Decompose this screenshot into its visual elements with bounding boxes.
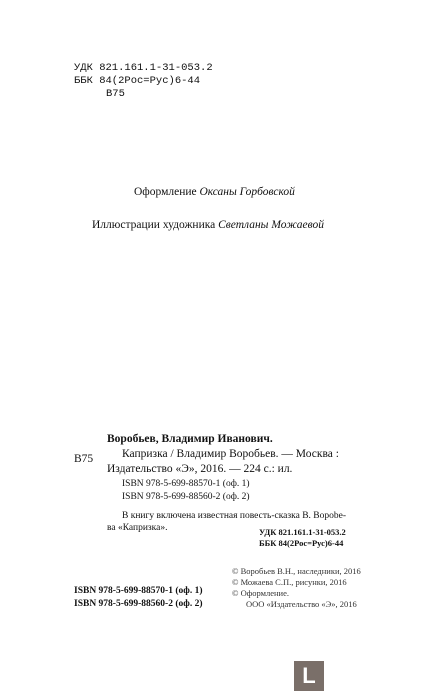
record-bbk: ББК 84(2Рос=Рус)6-44 [259,538,344,548]
logo-l-icon: L [302,663,316,688]
copyright-line-1: © Воробьев В.Н., наследники, 2016 [232,566,361,576]
record-isbn-1: ISBN 978-5-699-88570-1 (оф. 1) [122,479,250,489]
design-credit [134,185,295,199]
publisher-logo-badge [294,661,324,691]
copyright-line-4: ООО «Издательство «Э», 2016 [246,599,357,609]
footer-isbn-1: ISBN 978-5-699-88570-1 (оф. 1) [74,586,203,596]
record-author: Воробьев, Владимир Иванович. [107,433,273,445]
bbk-header: ББК 84(2Рос=Рус)6-44 [74,75,201,87]
record-udk: УДК 821.161.1-31-053.2 [259,527,346,537]
design-credit-label: Оформление [134,186,200,198]
record-title-line: Капризка / Владимир Воробьев. — Москва : [122,448,339,460]
udk-header: УДК 821.161.1-31-053.2 [74,62,213,74]
copyright-line-2: © Можаева С.П., рисунки, 2016 [232,577,347,587]
record-code: В75 [74,453,94,465]
design-credit-name: Оксаны Горбовской [199,186,295,198]
record-annotation-1: В книгу включена известная повесть-сказка В. Вороbe- [122,511,347,521]
record-publisher-line: Издательство «Э», 2016. — 224 с.: ил. [107,463,293,475]
copyright-line-3: © Оформление. [232,588,289,598]
illustration-credit-name: Светланы Можаевой [218,219,324,231]
illustration-credit [92,218,324,232]
illustration-credit-label: Иллюстрации художника [92,219,219,231]
author-code-header: В75 [106,88,125,100]
footer-isbn-2: ISBN 978-5-699-88560-2 (оф. 2) [74,599,203,609]
record-isbn-2: ISBN 978-5-699-88560-2 (оф. 2) [122,492,250,502]
record-annotation-2: ва «Капризка». [107,523,168,533]
